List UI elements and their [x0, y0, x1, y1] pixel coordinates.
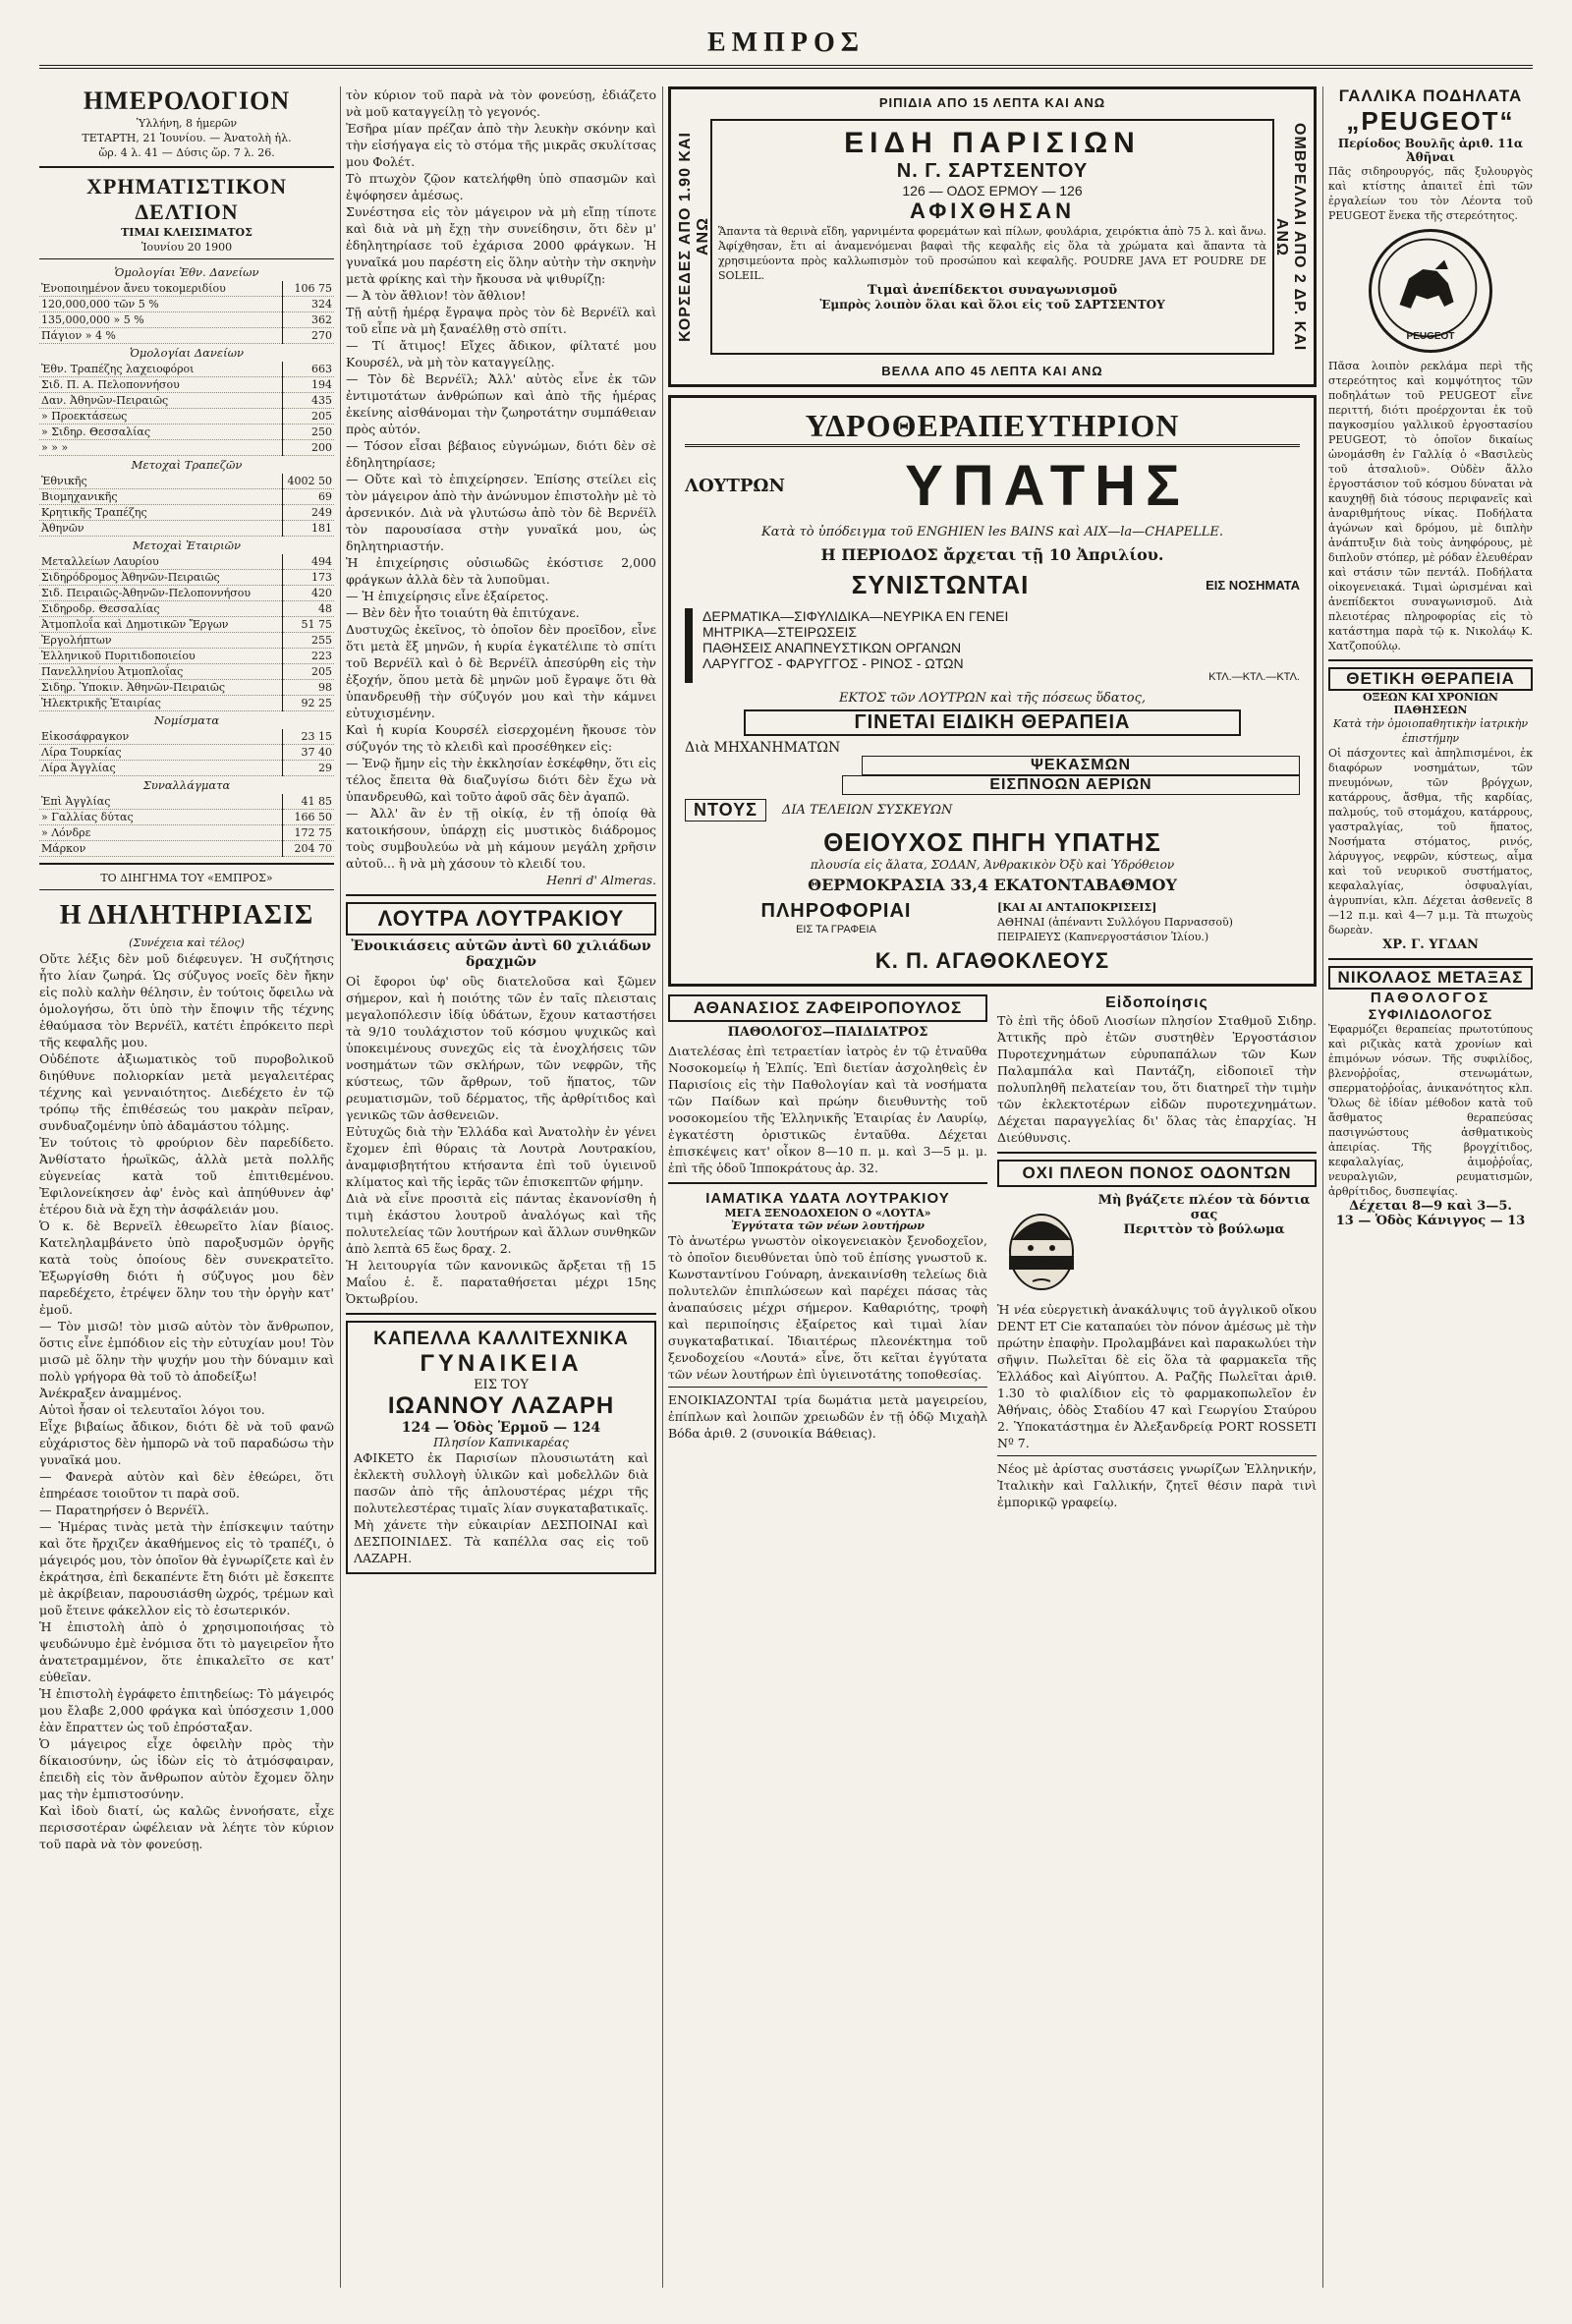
hydro-offices: ΕΙΣ ΤΑ ΓΡΑΦΕΙΑ	[796, 924, 876, 935]
hydro-spring: ΘΕΙΟΥΧΟΣ ΠΗΓΗ ΥΠΑΤΗΣ	[823, 827, 1161, 857]
paris-title: ΕΙΔΗ ΠΑΡΙΣΙΩΝ	[844, 127, 1141, 159]
table-row: 135,000,000 » 5 % 362	[41, 313, 332, 326]
metaxas-title: ΠΑΘΟΛΟΓΟΣ	[1370, 990, 1491, 1006]
zafeiropoulos-name: ΑΘΑΝΑΣΙΟΣ ΖΑΦΕΙΡΟΠΟΥΛΟΣ	[668, 994, 987, 1022]
table-row: Λίρα Τουρκίας 37 40	[41, 746, 332, 759]
kapella-eis: ΕΙΣ ΤΟΥ	[474, 1378, 529, 1392]
therapy-doctor: ΧΡ. Γ. ΥΓΔΑΝ	[1382, 937, 1479, 952]
section-heading: Ὁμολογίαι Ἐθν. Δανείων	[114, 265, 259, 279]
kapella-title: ΚΑΠΕΛΛΑ ΚΑΛΛΙΤΕΧΝΙΚΑ	[373, 1329, 629, 1349]
therapy-text: Οἱ πάσχοντες καὶ ἀπηλπισμένοι, ἐκ διαφόρων νοσημάτων, τῶν πνευμόνων, τῶν βρόγχων, κατάρρους, ἄσθμα, τῆς καρδίας, παλμούς, τοῦ στομάχου, κατάρρους, γαστραλγίας, τοῦ ἥπατος, Νοσήματα στόματος, ρινός, λάρυγγος, νεφρῶν, κύστεως, αἷμα καὶ τοῦ νευρικοῦ συστήματος, κεφαλαλγίας, ὀσφυαλγίαι, ἀγρυπνίαι, κλπ. Δέχεται ἀσθενεῖς 8—12 π.μ. καὶ 4—7 μ.μ. Τὰ πτωχοὺς δωρεὰν.	[1328, 747, 1533, 936]
paragraph: Ἐν τούτοις τὸ φρούριον δὲν παρεδίδετο. Ἀνθίστατο ἡρωϊκῶς, ἀλλὰ μετὰ πολλῆς εὐγενείας κατὰ τοῦ ἐπιτιθεμένου. Ἐφιλονείκησεν ἀφ' ἑνὸς καὶ ἀπηύθυνεν ἀφ' ἑτέρου διὰ νὰ ἔχη τὴν ἀσφάλειάν μου.	[39, 1135, 334, 1217]
paris-inner	[710, 119, 1274, 355]
column-1	[39, 86, 334, 2297]
list-item: ΜΗΤΡΙΚΑ—ΣΤΕΙΡΩΣΕΙΣ	[702, 624, 858, 640]
paragraph: Ἡ λειτουργία τῶν κανονικῶς ἄρξεται τῇ 15 Μαΐου ἐ. ἔ. παραταθήσεται μέχρι 15ης Ὀκτωβρίου.	[346, 1258, 656, 1306]
paragraph: — Ἀλλ' ἂν ἐν τῇ οἰκίᾳ, ἐν τῇ ὁποίᾳ θὰ κατοικήσουν, ὑπάρχῃ εἰς μυστικὸς διάδρομος τοὺς συμβουλεύω νὰ μὴ κάμουν μεγάλη χρῆσιν αὐτοῦ... ἢ νὰ μὴ χάσουν τὸ κλειδί του.	[346, 806, 656, 871]
iamatika-subtitle: Ἐγγύτατα τῶν νέων λουτήρων	[731, 1219, 925, 1232]
paragraph: Οὐδέποτε ἀξιωματικὸς τοῦ πυροβολικοῦ διηύθυνε πολιορκίαν μετὰ μεγαλειτέρας τέχνης καὶ γενναιότητος. Διεδέχετο ἐν τῷ τρόπῳ τῆς ἐπιθέσεώς του μακρὰν πεῖραν, συνδυαζομένην ὑπὸ ἀδαμάστου τόλμης.	[39, 1051, 334, 1133]
hydro-period: Η ΠΕΡΙΟΔΟΣ ἄρχεται τῇ 10 Ἀπριλίου.	[820, 545, 1164, 564]
table-row: » Λόνδρε 172 75	[41, 826, 332, 839]
therapy-subtitle: ΟΞΕΩΝ ΚΑΙ ΧΡΟΝΙΩΝ ΠΑΘΗΣΕΩΝ	[1363, 691, 1498, 716]
zafeiropoulos-text: Διατελέσας ἐπὶ τετραετίαν ἰατρὸς ἐν τῷ ἐτναῦθα Νοσοκομείῳ ἡ Ἐλπίς. Ἐπὶ διετίαν ἀσχοληθεὶς ἐν Παρισίοις εἰς τὴν Παθολογίαν καὶ τὰ νοσήματα τῶν Παίδων καὶ πρώην διευθυντὴς τοῦ νοσοκομείου τῆς Ἑλληνικῆς Ἑταιρίας ἐν Λαυρίῳ, ἐγκατέστη ὁριστικῶς ἐνταῦθα. Δέχεται ἐπισκέψεις κατ' οἶκον 8—10 π. μ. καὶ 3—5 μ. μ. ἐπὶ τῆς ὁδοῦ Ἱπποκράτους ἀρ. 32.	[668, 1044, 987, 1175]
hydro-recommend: ΣΥΝΙΣΤΩΝΤΑΙ	[851, 570, 1030, 599]
hydro-for: ΕΙΣ ΝΟΣΗΜΑΤΑ	[1206, 578, 1300, 593]
table-row: Βιομηχανικῆς 69	[41, 490, 332, 503]
table-row: Ἐπὶ Ἀγγλίας 41 85	[41, 795, 332, 808]
table-row: Ἐθν. Τραπέζης λαχειοφόροι 663	[41, 363, 332, 375]
kapella-ad	[346, 1321, 656, 1574]
korsedes-ribbon: ΚΟΡΣΕΔΕΣ ΑΠΟ 1.90 ΚΑΙ ΑΝΩ	[677, 132, 711, 342]
metaxas-name: ΝΙΚΟΛΑΟΣ ΜΕΤΑΞΑΣ	[1328, 966, 1533, 990]
table-row: Σιδ. Πειραιῶς-Ἀθηνῶν-Πελοποννήσου 420	[41, 587, 332, 599]
ripidia-ribbon: ΡΙΠΙΔΙΑ ΑΠΟ 15 ΛΕΠΤΑ ΚΑΙ ΑΝΩ	[878, 95, 1106, 110]
paragraph: — Οὔτε καὶ τὸ ἐπιχείρησεν. Ἐπίσης στείλει εἰς τὸν μάγειρον ἀπὸ τὴν ἀνώνυμον ἐπιστολὴν μὲ τὸ ἀρσενικόν. Διὰ νὰ γλυτώσω ἀπὸ τὸν δὲ Βερνέϊλ τὸν παρουσίασα στὴν γυναῖκά μου, ὡς δηλητηριαστήν.	[346, 472, 656, 553]
eidopoiesis-title: Εἰδοποίησις	[1105, 994, 1208, 1011]
paragraph: — Ἡ ἐπιχείρησις εἶνε ἐξαίρετος.	[346, 589, 549, 603]
paragraph: Ἐσῆρα μίαν πρέζαν ἀπὸ τὴν λευκὴν σκόνην καὶ τὴν εἰσήγαγα εἰς τὸ στόμα τῆς μικρᾶς σκυλίτσας μου Φολέτ.	[346, 121, 656, 169]
table-row: Ἠλεκτρικῆς Ἑταιρίας 92 25	[41, 697, 332, 709]
hydro-info: ΠΛΗΡΟΦΟΡΙΑΙ	[760, 900, 912, 922]
hydro-athens: ΑΘΗΝΑΙ (ἀπέναντι Συλλόγου Παρνασσοῦ)	[997, 916, 1233, 929]
table-row: » » » 200	[41, 441, 332, 454]
feuilleton-continued	[346, 86, 656, 888]
table-row: Ἐνοποιημένον ἄνευ τοκομεριδίου 106 75	[41, 282, 332, 295]
paris-footer: Ἐμπρὸς λοιπὸν ὅλαι καὶ ὅλοι εἰς τοῦ ΣΑΡΤΣΕΝΤΟΥ	[819, 298, 1165, 312]
paragraph: Ἀνέκραξεν ἀναμμένος.	[39, 1386, 182, 1400]
paris-text: Ἅπαντα τὰ θερινὰ εἴδη, γαρνιμέντα φορεμάτων καὶ πίλων, φουλάρια, χειρόκτια ἀπὸ 75 λ. καὶ ἄνω. Ἀφίχθησαν, ἔτι αἱ ἀναμενόμεναι βαφαὶ τῆς κεφαλῆς εἰς ὅλα τὰ χρώματα καὶ ἅπαντα τὰ χρησιμεύοντα πρὸς καλλωπισμὸν τοῦ προσώπου καὶ κεφαλῆς. POUDRE JAVA ET POUDRE DE SOLEIL.	[718, 225, 1266, 282]
paragraph: — Ἀ τὸν ἄθλιον! τὸν ἄθλιον!	[346, 288, 527, 303]
hydro-piraeus: ΠΕΙΡΑΙΕΥΣ (Καπνεργοστάσιον Ἰλίου.)	[997, 931, 1209, 943]
paris-ad	[668, 86, 1317, 387]
therapy-subtitle2: Κατὰ τὴν ὁμοιοπαθητικὴν ἰατρικὴν ἐπιστήμην	[1332, 717, 1529, 745]
peugeot-heading: ΓΑΛΛΙΚΑ ΠΟΔΗΛΑΤΑ	[1338, 86, 1523, 105]
paragraph: Ἡ ἐπιστολὴ ἐγράφετο ἐπιτηδείως: Τὸ μάγειρός μου ἔλαβε 2,000 φράγκα καὶ ὑπόσχεσιν 1,000 ἐὰν ἔπραττεν ὡς τοῦ ἐπρόσταξαν.	[39, 1686, 334, 1734]
financial-title: ΧΡΗΜΑΤΙΣΤΙΚΟΝ ΔΕΛΤΙΟΝ	[86, 174, 287, 224]
section-heading: Μετοχαὶ Τραπεζῶν	[131, 458, 243, 472]
teeth-title: ΟΧΙ ΠΛΕΟΝ ΠΟΝΟΣ ΟΔΟΝΤΩΝ	[997, 1160, 1317, 1187]
masthead-title: ΕΜΠΡΟΣ	[706, 28, 866, 58]
paragraph: Ὁ κ. δὲ Βερνεϊλ ἐθεωρεῖτο λίαν βίαιος. Κατεληλαμβάνετο ὑπὸ παροξυσμῶν ὀργῆς κατὰ τοὺς ὁποίους δὲν συνεκρατεῖτο. Ἐξωργίσθη διότι ἡ σύζυγος μου δὲν παρεδέχετο, ἐτρέψεν ὅλην του τὴν ὀργὴν κατ' ἐμοῦ.	[39, 1219, 334, 1317]
paragraph: Ὁ μάγειρος εἶχε ὀφειλὴν πρὸς τὴν δίκαιοσύνην, ὡς ἰδὼν εἰς τὸ ἀτμόσφαιραν, ἐπειδὴ εἰς τὸν ἄνθρωπον αὐτὸν ἔχομεν ὅλην μας τὴν ἐμπιστοσύνην.	[39, 1736, 334, 1801]
paragraph: Τῇ αὐτῇ ἡμέρᾳ ἔγραψα πρὸς τὸν δὲ Βερνέϊλ καὶ τοῦ εἶπε νὰ μὴ ξαναέλθῃ στὸ σπίτι.	[346, 305, 656, 336]
paragraph: — Ἡμέρας τινὰς μετὰ τὴν ἐπίσκεψιν ταύτην καὶ ὅτε ἤρχιζεν ἀκαθήμενος εἰς τὸ τραπέζι, ὁ μάγειρός μου, τὸν ὁποῖον θὰ ἐγνωρίζετε καὶ ἐν ἐκράτησα, ἐπὶ δεκαπέντε ἔτη διότι μὲ ἔσκεπτε μὲ ἀκρίβειαν, παρουσιάσθη ὠχρός, τρέμων καὶ μοῦ ἔτεινε φάκελλον εἰς τὸ ἐσωτερικόν.	[39, 1519, 334, 1617]
peugeot-text: Πᾶσα λοιπὸν ρεκλάμα περὶ τῆς στερεότητος καὶ κομψότητος τῶν ποδηλάτων τοῦ PEUGEOT εἶνε περιττή, διότι προέρχονται ἐκ τοῦ παγκοσμίου γαλλικοῦ ἐργοστασίου PEUGEOT, τὸ ὁποῖον δικαίως ὠνομάσθη ἐν Γαλλίᾳ ὁ «Βασιλεὺς τοῦ ἀτσαλιοῦ». Οὐδὲν ἄλλο ἐργοστάσιον τοῦ κόσμου δύναται νὰ καυχηθῇ διὰ τόσους περιφανεῖς καὶ ἀναριθμήτους νίκας. Ποδήλατα ἀγώνων καὶ δρόμου, μὲ διπλὴν ἀνάπτυξιν διὰ τοὺς ἀνηφόρους, μὲ διπλοῦν στόπερ, μὲ ρόδαν ἐλευθέραν καὶ στάσιν τῶν πεντάλ. Ποδήλατα οἰκογενειακά. Τιμαὶ ὡρισμέναι καὶ ἀνεπίδεκτοι συναγωνισμοῦ. Διὰ πλειοτέρας πληροφορίας εἰς τὸ κατάστημα παρὰ τῷ κ. Νικολάῳ Κ. Χατζοπούλῳ.	[1328, 360, 1533, 652]
paragraph: Τὸ πτωχὸν ζῷον κατελήφθη ὑπὸ σπασμῶν καὶ ἐψόφησεν ἀμέσως.	[346, 171, 656, 202]
table-row: » Σιδηρ. Θεσσαλίας 250	[41, 425, 332, 438]
paragraph: Οἱ ἔφοροι ὑφ' οὓς διατελοῦσα καὶ ξῶμεν σήμερον, καὶ ἡ ποιότης τῶν ἐν ταῖς πλεισταις μεγαλοπόλεσιν ἰδίᾳ ὑδάτων, ἔχουν καταστήσει τὰ 9/10 τουλάχιστον τοῦ κόσμου ψυχικῶς καὶ ὑποκειμένους συνεχῶς εἰς τὰ ἐνοχλήσεις τῶν νοσημάτων τῶν σκλήρων, τῶν νεφρῶν, τῆς κύστεως, τῶν ἄρθρων, τοῦ ἥπατος, τῶν ρευματισμῶν, τοῦ δέρματος, τῆς ἀρθρίτιδος καὶ γενικῶς τῶν ἀσθενειῶν.	[346, 974, 656, 1122]
feuilleton-body	[39, 950, 334, 1852]
hydro-tel: ΔΙΑ ΤΕΛΕΙΩΝ ΣΥΣΚΕΥΩΝ	[781, 803, 953, 818]
hydro-spring-sub: πλουσία εἰς ἄλατα, ΣΟΔΑΝ, Ἀνθρακικὸν Ὀξὺ καὶ Ὑδρόθειον	[810, 858, 1175, 872]
peugeot-lion-logo-icon	[1369, 229, 1492, 353]
hydro-owner: Κ. Π. ΑΓΑΘΟΚΛΕΟΥΣ	[874, 948, 1110, 973]
hydro-eispnoon: ΕΙΣΠΝΟΩΝ ΑΕΡΙΩΝ	[842, 775, 1300, 795]
table-row: Μάρκον 204 70	[41, 842, 332, 855]
paragraph: Ἡ ἐπιχείρησις οὐσιωδῶς ἐκόστισε 2,000 φράγκων ἀλλὰ δὲν τὰ λυποῦμαι.	[346, 555, 656, 587]
feuilleton-subtitle: (Συνέχεια καὶ τέλος)	[129, 936, 245, 949]
paragraph: Δυστυχῶς ἐκεῖνος, τὸ ὁποῖον δὲν προεῖδον, εἶνε ὅτι μετὰ ἕξ μηνῶν, ἡ κυρία ἐγκατέλιπε τὸ σπίτι τοῦ Βερνέϊλ καὶ ὁ δὲ Βερνέϊλ ἀπεσύρθη εἰς τὴν ἐξοχήν, ὅπου μετὰ δὲ μηνῶν μοῦ ἔγραψε ὅτι θὰ ὑπανδρευθῇ τὴν σύζυγόν μου καὶ τὴν κάμνει εὐτυχισμένην.	[346, 622, 656, 720]
table-row: Ἀθηνῶν 181	[41, 522, 332, 535]
paris-prices: Τιμαὶ ἀνεπίδεκτοι συναγωνισμοῦ	[867, 283, 1118, 298]
hydro-ad	[668, 395, 1317, 987]
kapella-address: 124 — Ὁδὸς Ἑρμοῦ — 124	[401, 1420, 601, 1436]
metaxas-address: 13 — Ὁδὸς Κάνιγγος — 13	[1335, 1214, 1526, 1228]
teeth-lead: Μὴ βγάζετε πλέον τὰ δόντια σας	[1097, 1193, 1311, 1222]
hydro-psekasmon: ΨΕΚΑΣΜΩΝ	[862, 756, 1300, 775]
metaxas-title2: ΣΥΦΙΛΙΔΟΛΟΓΟΣ	[1368, 1006, 1493, 1022]
paragraph: — Φανερὰ αὐτὸν καὶ δὲν ἐθεώρει, ὅτι ἐπηρέασε τοιοῦτον τι παρὰ σοῦ.	[39, 1469, 334, 1501]
list-item: ΔΕΡΜΑΤΙΚΑ—ΣΙΦΥΛΙΔΙΚΑ—ΝΕΥΡΙΚΑ ΕΝ ΓΕΝΕΙ	[702, 608, 1009, 624]
table-row: Πανελληνίου Ἀτμοπλοΐας 205	[41, 665, 332, 678]
hydro-extra: ΕΚΤΟΣ τῶν ΛΟΥΤΡΩΝ καὶ τῆς πόσεως ὕδατος,	[838, 691, 1147, 706]
table-row: Πάγιον » 4 % 270	[41, 329, 332, 342]
col3-lower-right	[997, 994, 1317, 1510]
table-row: Σιδηρόδρομος Ἀθηνῶν-Πειραιῶς 173	[41, 571, 332, 584]
table-row: Σιδηροδρ. Θεσσαλίας 48	[41, 602, 332, 615]
table-row: Ἑλληνικοῦ Πυριτιδοποιείου 223	[41, 650, 332, 662]
peugeot-address: Περίοδος Βουλῆς ἀριθ. 11α Ἀθῆναι	[1337, 137, 1524, 164]
bonds-table	[39, 281, 334, 344]
loutrakiou-title: ΛΟΥΤΡΑ ΛΟΥΤΡΑΚΙΟΥ	[346, 902, 656, 935]
peugeot-logo-text: PEUGEOT	[1406, 331, 1455, 342]
loans-table	[39, 362, 334, 456]
paragraph: Καὶ ἡ κυρία Κουρσέλ εἰσερχομένη ἤκουσε τὸν σύζυγόν της τὸ κλειδὶ καὶ προσέθηκεν εἰς:	[346, 722, 656, 754]
section-heading: Συναλλάγματα	[142, 778, 231, 792]
paragraph: Συνέστησα εἰς τὸν μάγειρον νὰ μὴ εἴπῃ τίποτε καὶ διὰ νὰ μὴ ἔχῃ τὴν συνείδησιν, ὅτι δὲν μ' ἐδηλητηρίασε τοῦ ἐχάρισα 2000 φράγκων. Ἡ γυναῖκά μου παρέστη εἰς ὅλην αὐτὴν τὴν σκηνὴν μετὰ φρίκης καὶ τὴν ἤκουσα νὰ ψιθυρίζῃ:	[346, 204, 656, 286]
section-heading: Νομίσματα	[153, 713, 220, 727]
column-4	[1328, 86, 1533, 2297]
kapella-text: ΑΦΙΚΕΤΟ ἐκ Παρισίων πλουσιωτάτη καὶ ἐκλεκτὴ συλλογὴ ὑλικῶν καὶ μοδελλῶν διὰ πασῶν ἀπὸ τῆς ἁπλουστέρας μέχρι τῆς πολυτελεστέρας τιμαῖς λίαν συγκαταβατικαῖς. Μὴ χάνετε τὴν εὐκαιρίαν ΔΕΣΠΟΙΝΑΙ καὶ ΔΕΣΠΟΙΝΙΔΕΣ. Τὰ καπέλλα σας εἰς τοῦ ΛΑΖΑΡΗ.	[354, 1450, 648, 1565]
kapella-near: Πλησίον Καπνικαρέας	[433, 1436, 569, 1449]
banks-table	[39, 474, 334, 537]
hemerologion-line: Ὑλλήνη, 8 ἡμερῶν	[136, 117, 238, 130]
hydro-model: Κατὰ τὸ ὑπόδειγμα τοῦ ENGHIEN les BAINS καὶ AIX—la—CHAPELLE.	[761, 525, 1223, 539]
eidopoiesis-text: Τὸ ἐπὶ τῆς ὁδοῦ Λιοσίων πλησίον Σταθμοῦ Σιδηρ. Ἀττικῆς πρὸ ἐτῶν συστηθὲν Ἐργοστάσιον Πυροτεχνημάτων εὐρυπαπάλων τῶν Κων Παλαμπάλα καὶ Παντάζη, εἰδοποιεῖ τὴν πολυπληθῆ πελατείαν του, ὅτι διατηρεῖ τὴν τιμὴν τῶν ἐκλεκτοτέρων εἰδῶν πυροτεχνημάτων. Δέχεται παραγγελίας δι' ὅλας τὰς ἐπαρχίας. Ἡ Διεύθυνσις.	[997, 1013, 1317, 1145]
paragraph: τὸν κύριον τοῦ παρὰ νὰ τὸν φονεύσῃ, ἐδιάζετο νὰ μοῦ καταγγείλῃ τὸ γεγονός.	[346, 87, 656, 119]
section-heading: Μετοχαὶ Ἑταιριῶν	[132, 538, 242, 552]
table-row: Εἰκοσάφραγκον 23 15	[41, 730, 332, 743]
table-row: Μεταλλείων Λαυρίου 494	[41, 555, 332, 568]
exchange-table	[39, 794, 334, 857]
paragraph: — Τόσον εἶσαι βέβαιος εὐγνώμων, διότι δὲν σὲ ἐδηλητηρίασε;	[346, 438, 656, 470]
table-row: Ἐθνικῆς 4002 50	[41, 475, 332, 487]
hemerologion-line: ὥρ. 4 λ. 41 — Δύσις ὥρ. 7 λ. 26.	[98, 146, 275, 159]
kapella-subtitle: ΓΥΝΑΙΚΕΙΑ	[420, 1350, 583, 1377]
paragraph: Εὐτυχῶς διὰ τὴν Ἑλλάδα καὶ Ἀνατολὴν ἐν γένει ἔχομεν ἐπὶ θύραις τὰ Λουτρὰ Λουτρακίου, ἀναμφισβητήτου κτήσαντα ἐπὶ τοῦ ὑγιεινοῦ κλίματος καὶ τῆς ἱερᾶς τῶν ἐπισκεπτῶν φήμην.	[346, 1124, 656, 1189]
hydro-temperature: ΘΕΡΜΟΚΡΑΣΙΑ 33,4 ΕΚΑΤΟΝΤΑΒΑΘΜΟΥ	[808, 876, 1177, 894]
col3-lower	[668, 994, 1317, 1510]
list-item: ΠΑΘΗΣΕΙΣ ΑΝΑΠΝΕΥΣΤΙΚΩΝ ΟΡΓΑΝΩΝ	[702, 640, 962, 655]
paragraph: Διὰ νὰ εἶνε προσιτὰ εἰς πάντας ἐκανονίσθη ἡ τιμὴ ἑκάστου λουτροῦ ἀναλόγως καὶ τῆς πολυτελείας τῶν λουτήρων καὶ ἄλλων συνθηκῶν ἀπὸ λεπτὰ 65 ἕως δραχ. 2.	[346, 1191, 656, 1256]
financial-date: Ἰουνίου 20 1900	[140, 241, 233, 254]
teeth-text: Ἡ νέα εὐεργετικὴ ἀνακάλυψις τοῦ ἀγγλικοῦ οἴκου DENT ET Cie καταπαύει τὸν πόνον ἀμέσως μὲ τὴν πρώτην ἐπαφὴν. Προλαμβάνει καὶ παρακωλύει τὴν σῆψιν. Πωλεῖται δὲ εἰς ὅλα τὰ φαρμακεῖα τῆς Ἑλλάδος καὶ Αἰγύπτου. Α. Ραζῆς Πωλεῖται ἀριθ. 1.30 τὸ φιαλίδιον εἰς τὸ φαρμακοπωλεῖον ἐν Ἀθήναις, ὁδὸς Σταδίου 47 καὶ Γεωργίου Σταύρου 2. Ὑποκατάστημα ἐν Ἀλεξανδρείᾳ PORT ROSSETI Nº 7.	[997, 1302, 1317, 1450]
paragraph: — Τί ἄτιμος! Εἴχες ἄδικον, φίλτατέ μου Κουρσέλ, νὰ μὴ τὸν καταγγείλῃς.	[346, 338, 656, 369]
table-row: Σιδ. Π. Α. Πελοποννήσου 194	[41, 378, 332, 391]
rent-notice: ΕΝΟΙΚΙΑΖΟΝΤΑΙ τρία δωμάτια μετὰ μαγειρείου, ἐπίπλων καὶ λοιπῶν χρειωδῶν ἐν τῇ ὁδῷ Μιχαὴλ Βόδα ἀριθ. 2 (συνοικία Βάθειας).	[668, 1392, 987, 1441]
hydro-list	[685, 608, 1300, 683]
financial-subtitle: ΤΙΜΑΙ ΚΛΕΙΣΙΜΑΤΟΣ	[121, 226, 253, 239]
table-row: Ἐργολήπτων 255	[41, 634, 332, 647]
zafeiropoulos-title: ΠΑΘΟΛΟΓΟΣ—ΠΑΙΔΙΑΤΡΟΣ	[727, 1025, 928, 1040]
hydro-title: ΥΔΡΟΘΕΡΑΠΕΥΤΗΡΙΟΝ	[685, 408, 1300, 447]
masthead	[39, 28, 1533, 69]
column-rule	[662, 86, 663, 2288]
table-row: Κρητικῆς Τραπέζης 249	[41, 506, 332, 519]
hydro-ntous: ΝΤΟΥΣ	[685, 799, 766, 822]
peugeot-brand: „PEUGEOT“	[1346, 106, 1515, 136]
paris-name: Ν. Γ. ΣΑΡΤΣΕΝΤΟΥ	[896, 160, 1089, 182]
paragraph: — Τὸν μισῶ! τὸν μισῶ αὐτὸν τὸν ἄνθρωπον, ὅστις εἶνε ἐμπόδιον εἰς τὴν εὐτυχίαν μου! Τὸν μισῶ μὲ ὅλην τὴν ψυχήν μου τὴν δύναμιν καὶ πολὺ γρήγορα θὰ τοῦ τὸ ἀποδείξω!	[39, 1319, 334, 1384]
table-row: Ἀτμοπλοΐα καὶ Δημοτικῶν Ἔργων 51 75	[41, 618, 332, 631]
paragraph: Εἶχε βιβαίως ἄδικον, διότι δὲ νὰ τοῦ φανῶ εὐχάριστος δὲν ἠμπορῶ νὰ τοῦ παραδώσω τὴν γυναῖκά μου.	[39, 1419, 334, 1467]
metaxas-text: Ἐφαρμόζει θεραπείας πρωτοτύπους καὶ ριζικὰς κατὰ χρονίων καὶ ἐπιμόνων νόσων. Τῆς συφιλίδος, βλενοῤῥοΐας, στενωμάτων, σπερματοῤῥοΐας, ἀνικανότητος κλπ. Ὅλως δὲ ἰδίαν μέθοδον κατὰ τοῦ ἄσθματος θεραπεύσας πασιγνώστους ἀσθματικοὺς ἀπειρίας. Τῆς βρογχίτιδος, κεφαλαλγίας, ἀιμοῤῥοΐας, νευραλγιῶν, ρευματισμῶν, ἀρθρίτιδος, δυσπεψίας.	[1328, 1023, 1533, 1198]
hemerologion-title: ΗΜΕΡΟΛΟΓΙΟΝ	[83, 86, 291, 115]
newspaper-page	[39, 28, 1533, 2297]
section-heading: Ὁμολογίαι Δανείων	[130, 346, 244, 360]
author-signature: Henri d' Almeras.	[546, 873, 656, 887]
hydro-loutron: ΛΟΥΤΡΩΝ	[685, 476, 785, 496]
list-item: ΛΑΡΥΓΓΟΣ - ΦΑΡΥΓΓΟΣ - ΡΙΝΟΣ - ΩΤΩΝ	[702, 655, 964, 671]
list-item: ΚΤΛ.—ΚΤΛ.—ΚΤΛ.	[1208, 671, 1300, 683]
therapy-title: ΘΕΤΙΚΗ ΘΕΡΑΠΕΙΑ	[1328, 667, 1533, 691]
paragraph: Αὐτοὶ ἦσαν οἱ τελευταῖοι λόγοι του.	[39, 1402, 265, 1417]
hydro-agents: [ΚΑΙ ΑΙ ΑΝΤΑΠΟΚΡΙΣΕΙΣ]	[997, 901, 1157, 914]
table-row: Δαν. Ἀθηνῶν-Πειραιῶς 435	[41, 394, 332, 407]
iamatika-title: ΙΑΜΑΤΙΚΑ ΥΔΑΤΑ ΛΟΥΤΡΑΚΙΟΥ	[705, 1190, 950, 1207]
column-rule	[1322, 86, 1323, 2288]
paragraph: — Παρατηρήσεν ὁ Βερνέϊλ.	[39, 1502, 209, 1517]
loutrakiou-subtitle: Ἐνοικιάσεις αὐτῶν ἀντὶ 60 χιλιάδων δραχμῶν	[351, 938, 651, 970]
paragraph: Οὔτε λέξις δὲν μοῦ διέφευγεν. Ἡ συζήτησις ἦτο λίαν ζωηρά. Ὡς σύζυγος νοεῖς δὲν ἤκην εἰς πολὺ καλὴν θέλησιν, ἐν τούτοις ὄφειλω νὰ ὁμολογήσω, ὅτι ὑπὸ τὴν ἔποψιν τῆς τέχνης ἐθαύμασα τὸν Βερνέϊλ, κατέτι ἐπρόκειτο περὶ τῆς κεφαλῆς μου.	[39, 951, 334, 1049]
paris-arrived: ΑΦΙΧΘΗΣΑΝ	[909, 198, 1076, 223]
kapella-name: ΙΩΑΝΝΟΥ ΛΑΖΑΡΗ	[387, 1392, 615, 1419]
iamatika-text: Τὸ ἀνωτέρω γνωστὸν οἰκογενειακὸν ξενοδοχεῖον, τὸ ὁποῖον διευθύνεται ὑπὸ τοῦ ἐπίσης γνωστοῦ κ. Κωνσταντίνου Γούναρη, ἀνεκαινίσθη τελείως διὰ πολυτελῶν ἐπιπλώσεων καὶ παρέχει πάσας τὰς ἀναπαύσεις μέχρι σήμερον. Καθαριότης, τροφὴ καὶ περιποίησις ἐξαίρετος καὶ τιμαὶ λίαν συγκαταβατικαί. Ἰδιαιτέρως πλεονέκτημα τοῦ ξενοδοχείου «Λουτά» εἶνε, ὅτι κεῖται ἐγγύτατα τῶν νέων λουτήρων ἐπὶ ὑγιεινοτάτης τοποθεσίας.	[668, 1233, 987, 1382]
hydro-name: ΥΠΑΤΗΣ	[905, 454, 1190, 518]
feuilleton-title: Η ΔΗΛΗΤΗΡΙΑΣΙΣ	[59, 900, 314, 931]
column-3	[668, 86, 1317, 2297]
table-row: Σιδηρ. Ὑποκιν. Ἀθηνῶν-Πειραιῶς 98	[41, 681, 332, 694]
table-row: » Προεκτάσεως 205	[41, 410, 332, 423]
paragraph: — Τὸν δὲ Βερνέϊλ; Ἀλλ' αὐτὸς εἶνε ἐκ τῶν ἐντιμοτάτων ἀνθρώπων καὶ ἀπὸ τῆς ἡμέρας ἐκείνης αἰσθάνομαι τὴν ζωηροτάτην συμπάθειαν πρὸς αὐτόν.	[346, 371, 656, 436]
toothache-illustration-icon	[997, 1193, 1086, 1301]
metaxas-hours: Δέχεται 8—9 καὶ 3—5.	[1349, 1199, 1512, 1214]
coins-table	[39, 729, 334, 776]
paragraph: — Ἐνῷ ἤμην εἰς τὴν ἐκκλησίαν ἐσκέφθην, ὅτι εἰς τέλος ἔπειτα θὰ διαζυγίσω διότι δὲν ἔχω νὰ ὑπανδρευθῶ, καὶ τοῦτο ἀφοῦ σᾶς δὲν ἀγαπῶ.	[346, 756, 656, 804]
table-row: » Γαλλίας δύτας 166 50	[41, 811, 332, 823]
hydro-means: Διὰ ΜΗΧΑΝΗΜΑΤΩΝ	[685, 740, 841, 756]
paragraph: — Βὲν δὲν ἦτο τοιαύτη θὰ ἐπιτύχανε.	[346, 605, 580, 620]
col3-lower-left	[668, 994, 987, 1510]
companies-table	[39, 554, 334, 711]
table-row: Λίρα Ἀγγλίας 29	[41, 762, 332, 774]
peugeot-lead: Πᾶς σιδηρουργός, πᾶς ξυλουργὸς καὶ κτίστης ἀπαιτεῖ ἐπὶ τῶν ἐργαλείων του τὸν Λέοντα τοῦ PEUGEOT ἕνεκα τῆς στερεότητος.	[1328, 165, 1533, 222]
paragraph: Ἡ ἐπιστολὴ ἀπὸ ὁ χρησιμοποιήσας τὸ ψευδώνυμο ἐμὲ ἐνόμισα ὅτι τὸ μαγειρεῖον ἦτο ἀνατετραμμένον, ὅτε ἐπικαλεῖτο σε κατ' εὐθεῖαν.	[39, 1619, 334, 1684]
vella-ribbon: ΒΕΛΛΑ ΑΠΟ 45 ΛΕΠΤΑ ΚΑΙ ΑΝΩ	[881, 364, 1103, 378]
iamatika-subtitle: ΜΕΓΑ ΞΕΝΟΔΟΧΕΙΟΝ Ο «ΛΟΥΤΑ»	[724, 1207, 931, 1219]
hemerologion-line: ΤΕΤΑΡΤΗ, 21 Ἰουνίου. — Ἀνατολὴ ἡλ.	[82, 132, 292, 144]
teeth-lead2: Περιττὸν τὸ βούλωμα	[1123, 1222, 1285, 1237]
table-row: 120,000,000 τῶν 5 % 324	[41, 298, 332, 311]
ombrellai-ribbon: ΟΜΒΡΕΛΛΑΙ ΑΠΟ 2 ΔΡ. ΚΑΙ ΑΝΩ	[1273, 122, 1308, 352]
job-notice: Νέος μὲ ἀρίστας συστάσεις γνωρίζων Ἑλληνικήν, Ἰταλικὴν καὶ Γαλλικήν, ζητεῖ θέσιν παρὰ τινὶ ἐμπορικῷ γραφείῳ.	[997, 1461, 1317, 1509]
hydro-special: ΓΙΝΕΤΑΙ ΕΙΔΙΚΗ ΘΕΡΑΠΕΙΑ	[744, 709, 1241, 736]
column-2	[346, 86, 656, 2297]
column-rule	[340, 86, 341, 2288]
paris-address: 126 — ΟΔΟΣ ΕΡΜΟΥ — 126	[902, 183, 1083, 198]
feuilleton-label: ΤΟ ΔΙΗΓΗΜΑ ΤΟΥ «ΕΜΠΡΟΣ»	[100, 872, 273, 884]
paragraph: Καὶ ἰδοὺ διατί, ὡς καλῶς ἐννοήσατε, εἶχε περισσοτέραν ὠφέλειαν νὰ λέητε τὸν κύριον τοῦ παρὰ νὰ τὸν φονεύσῃ.	[39, 1803, 334, 1851]
